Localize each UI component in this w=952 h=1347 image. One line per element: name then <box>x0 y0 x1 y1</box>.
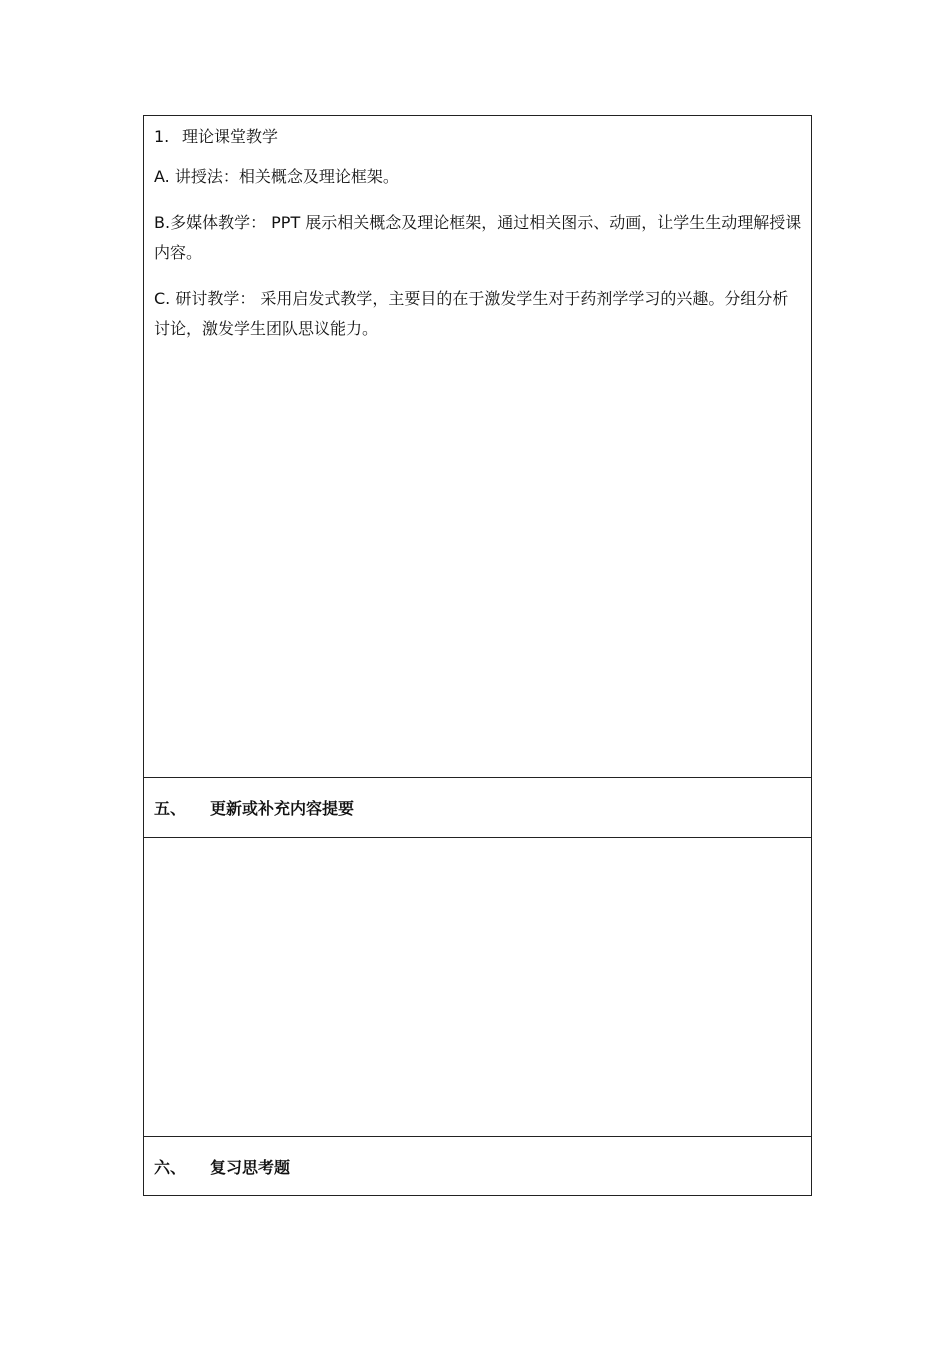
section-five-content-cell <box>144 838 811 1137</box>
lesson-plan-table <box>143 115 812 1196</box>
item-1-text: 理论课堂教学 <box>182 127 279 146</box>
section-five-header <box>144 778 811 838</box>
section-six-number: 六、 <box>154 1157 187 1177</box>
item-1-line <box>154 122 803 152</box>
section-six-header <box>144 1137 811 1195</box>
item-c-seminar: C. 研讨教学： 采用启发式教学，主要目的在于激发学生对于药剂学学习的兴趣。分组分析讨论，激发学生团队思议能力。 <box>154 289 789 338</box>
item-b-multimedia: B.多媒体教学： PPT 展示相关概念及理论框架，通过相关图示、动画，让学生生动理解授课内容。 <box>154 213 802 262</box>
teaching-methods-cell <box>144 116 811 778</box>
section-six-title: 复习思考题 <box>210 1157 291 1177</box>
item-1-number: 1. <box>154 127 170 146</box>
section-five-number: 五、 <box>154 799 187 818</box>
section-five-title: 更新或补充内容提要 <box>210 799 355 818</box>
item-a-lecture: A. 讲授法：相关概念及理论框架。 <box>154 167 399 186</box>
